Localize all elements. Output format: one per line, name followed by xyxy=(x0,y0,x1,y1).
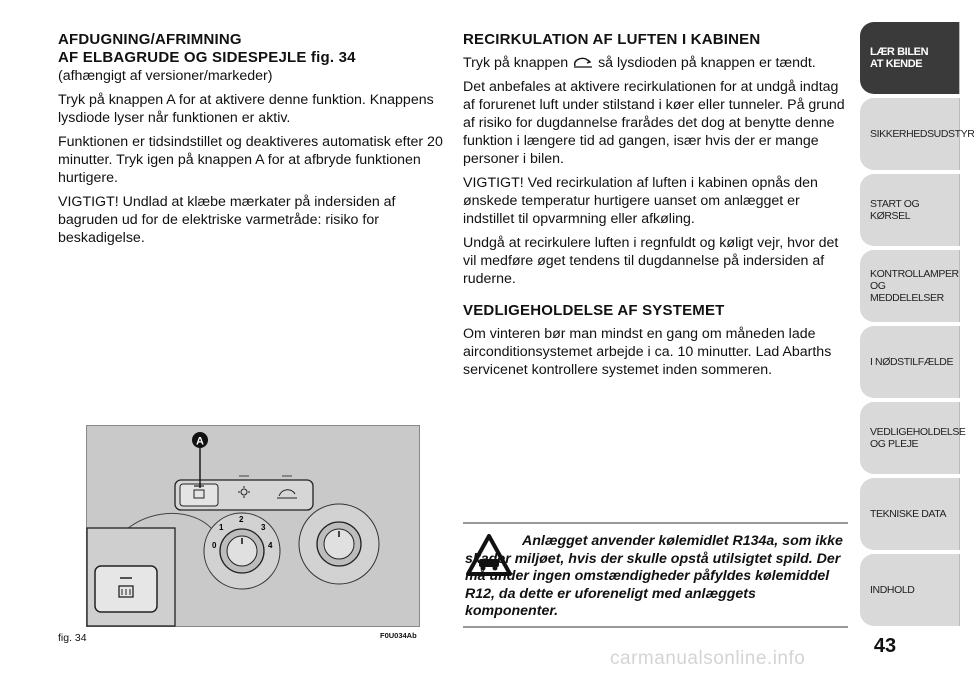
tab-starting-driving[interactable] xyxy=(860,174,960,246)
right-column xyxy=(463,31,848,385)
tab-index[interactable] xyxy=(860,554,960,626)
paragraph: Tryk på knappen A for at aktivere denne funktion. Knappens lysdiode lyser når funktionen er aktiv. xyxy=(58,92,434,126)
fan-speed-1: 1 xyxy=(219,523,224,532)
tab-label: SIKKERHEDSUDSTYR xyxy=(870,128,974,140)
paragraph-text: Tryk på knappen xyxy=(463,55,569,71)
section-heading-maintenance: VEDLIGEHOLDELSE AF SYSTEMET xyxy=(463,302,725,319)
section-heading-recirculation: RECIRKULATION AF LUFTEN I KABINEN xyxy=(463,31,761,48)
recirculation-icon xyxy=(572,56,594,69)
chapter-tabs xyxy=(858,22,974,622)
tab-maintenance[interactable] xyxy=(860,402,966,474)
paragraph: VIGTIGT! Undlad at klæbe mærkater på indersiden af bagruden ud for de elektriske varmetråde: risiko for beskadigelse. xyxy=(58,194,396,246)
tab-label: TEKNISKE DATA xyxy=(870,508,947,520)
warning-divider-bottom xyxy=(463,626,848,628)
tab-technical-data[interactable] xyxy=(860,478,960,550)
tab-label: I NØDSTILFÆLDE xyxy=(870,356,954,368)
fan-speed-4: 4 xyxy=(268,541,273,550)
paragraph: Undgå at recirkulere luften i regnfuldt og køligt vejr, hvor det vil medføre øget tendens til dugdannelse på indersiden af ruderne. xyxy=(463,235,839,287)
section-heading-defrost-line1: AFDUGNING/AFRIMNING xyxy=(58,31,242,48)
tab-know-your-car[interactable] xyxy=(860,22,960,94)
paragraph-text: så lysdioden på knappen er tændt. xyxy=(598,55,816,71)
paragraph-recirc-button xyxy=(463,54,848,72)
warning-divider-top xyxy=(463,522,848,524)
tab-label: START OG KØRSEL xyxy=(870,198,920,222)
tab-emergency[interactable] xyxy=(860,326,960,398)
paragraph: Det anbefales at aktivere recirkulationen for at undgå indtag af forurenet luft under stilstand i køer eller tunneler. På grund af risiko for dugdannelse frarådes det dog at benytte denne funktion i længere tid ad gangen, især hvis der er mange personer i bilen. xyxy=(463,79,845,167)
figure-climate-control-panel xyxy=(86,425,420,627)
tab-label: VEDLIGEHOLDELSE OG PLEJE xyxy=(870,426,966,450)
climate-panel-illustration xyxy=(87,426,419,626)
tab-safety[interactable] xyxy=(860,98,974,170)
paragraph: VIGTIGT! Ved recirkulation af luften i kabinen opnås den ønskede temperatur hurtigere uanset om anlægget er indstillet til opvarmning eller afkøling. xyxy=(463,175,818,227)
paragraph: Om vinteren bør man mindst en gang om måneden lade airconditionsystemet arbejde i ca. 10 minutter. Lad Abarths servicenet kontrollere systemet inden sommeren. xyxy=(463,326,832,378)
fan-speed-0: 0 xyxy=(212,541,217,550)
left-column xyxy=(58,31,443,253)
subheading-versions: (afhængigt af versioner/markeder) xyxy=(58,68,273,84)
figure-caption: fig. 34 xyxy=(58,632,87,644)
fan-speed-3: 3 xyxy=(261,523,266,532)
tab-label: INDHOLD xyxy=(870,584,915,596)
section-heading-defrost-line2: AF ELBAGRUDE OG SIDESPEJLE fig. 34 xyxy=(58,49,356,66)
tab-warning-lights[interactable] xyxy=(860,250,960,322)
fan-speed-2: 2 xyxy=(239,515,244,524)
figure-code: F0U034Ab xyxy=(380,631,417,640)
tab-label: LÆR BILEN AT KENDE xyxy=(870,46,929,70)
page-number: 43 xyxy=(873,635,897,657)
warning-text: Anlægget anvender kølemidlet R134a, som ikke skader miljøet, hvis der skulle opstå utilsigtet spild. Der må under ingen omstændigheder påfyldes kølemiddel R12, da dette er uforeneligt med anlæggets komponenter. xyxy=(465,533,843,619)
callout-label-a: A xyxy=(196,435,204,448)
paragraph: Funktionen er tidsindstillet og deaktiveres automatisk efter 20 minutter. Tryk igen på knappen A for at afbryde funktionen hurtigere. xyxy=(58,134,443,186)
tab-label: KONTROLLAMPER OG MEDDELELSER xyxy=(870,268,959,304)
watermark: carmanualsonline.info xyxy=(610,648,806,669)
